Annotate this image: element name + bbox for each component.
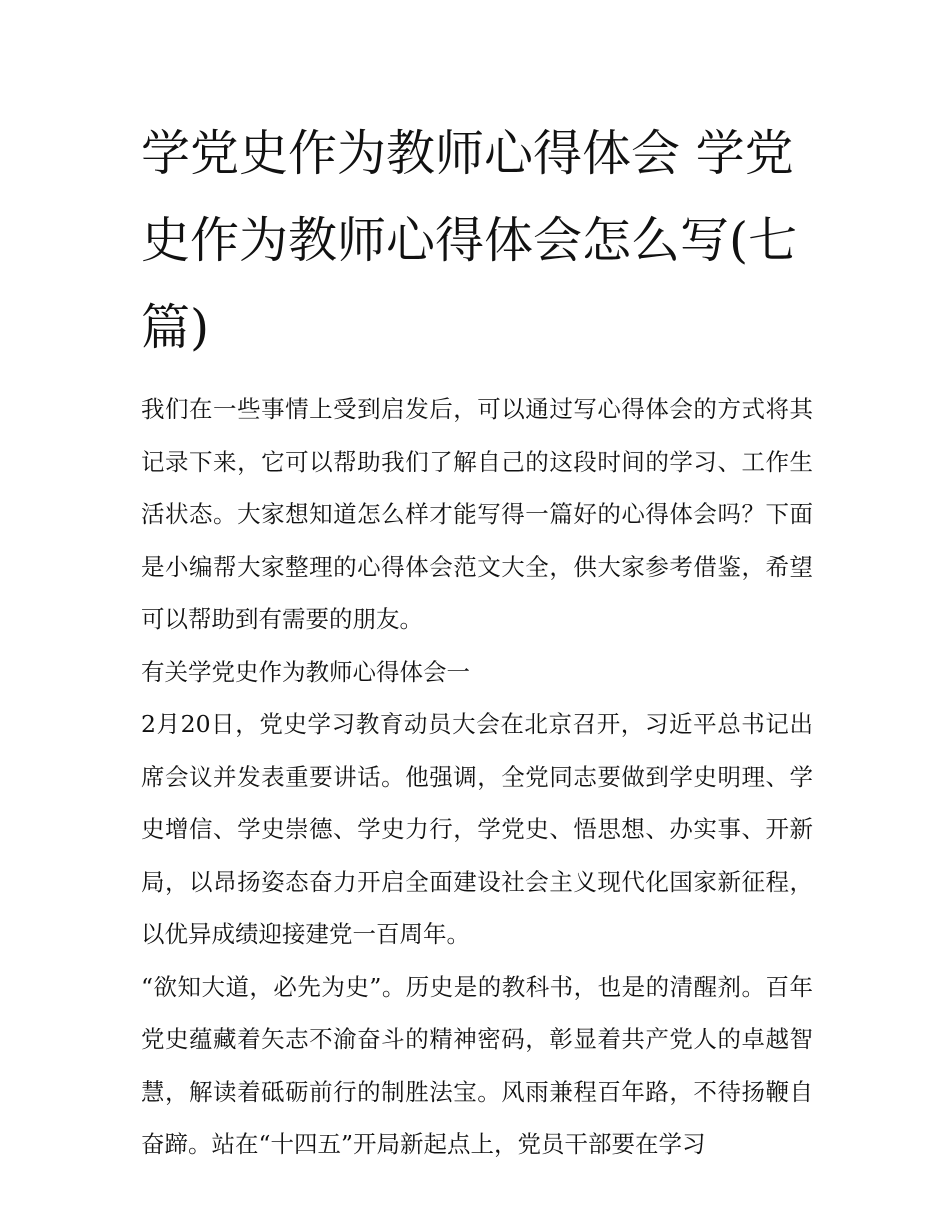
document-title: 学党史作为教师心得体会 学党史作为教师心得体会怎么写(七篇) bbox=[141, 125, 798, 356]
section-paragraph-1: 2月20日，党史学习教育动员大会在北京召开，习近平总书记出席会议并发表重要讲话。他强调，全党同志要做到学史明理、学史增信、学史崇德、学史力行，学党史、悟思想、办实事、开新局，以昂扬姿态奋力开启全面建设社会主义现代化国家新征程，以优异成绩迎接建党一百周年。 bbox=[141, 710, 813, 948]
section-heading: 有关学党史作为教师心得体会一 bbox=[141, 657, 470, 686]
intro-paragraph: 我们在一些事情上受到启发后，可以通过写心得体会的方式将其记录下来，它可以帮助我们了解自己的这段时间的学习、工作生活状态。大家想知道怎么样才能写得一篇好的心得体会吗？下面是小编帮大家整理的心得体会范文大全，供大家参考借鉴，希望可以帮助到有需要的朋友。 bbox=[141, 395, 813, 633]
document-page bbox=[141, 110, 813, 1171]
section-paragraph-2: “欲知大道，必先为史”。历史是的教科书，也是的清醒剂。百年党史蕴藏着矢志不渝奋斗的精神密码，彰显着共产党人的卓越智慧，解读着砥砺前行的制胜法宝。风雨兼程百年路，不待扬鞭自奋蹄。站在“十四五”开局新起点上，党员干部要在学习 bbox=[141, 972, 813, 1158]
